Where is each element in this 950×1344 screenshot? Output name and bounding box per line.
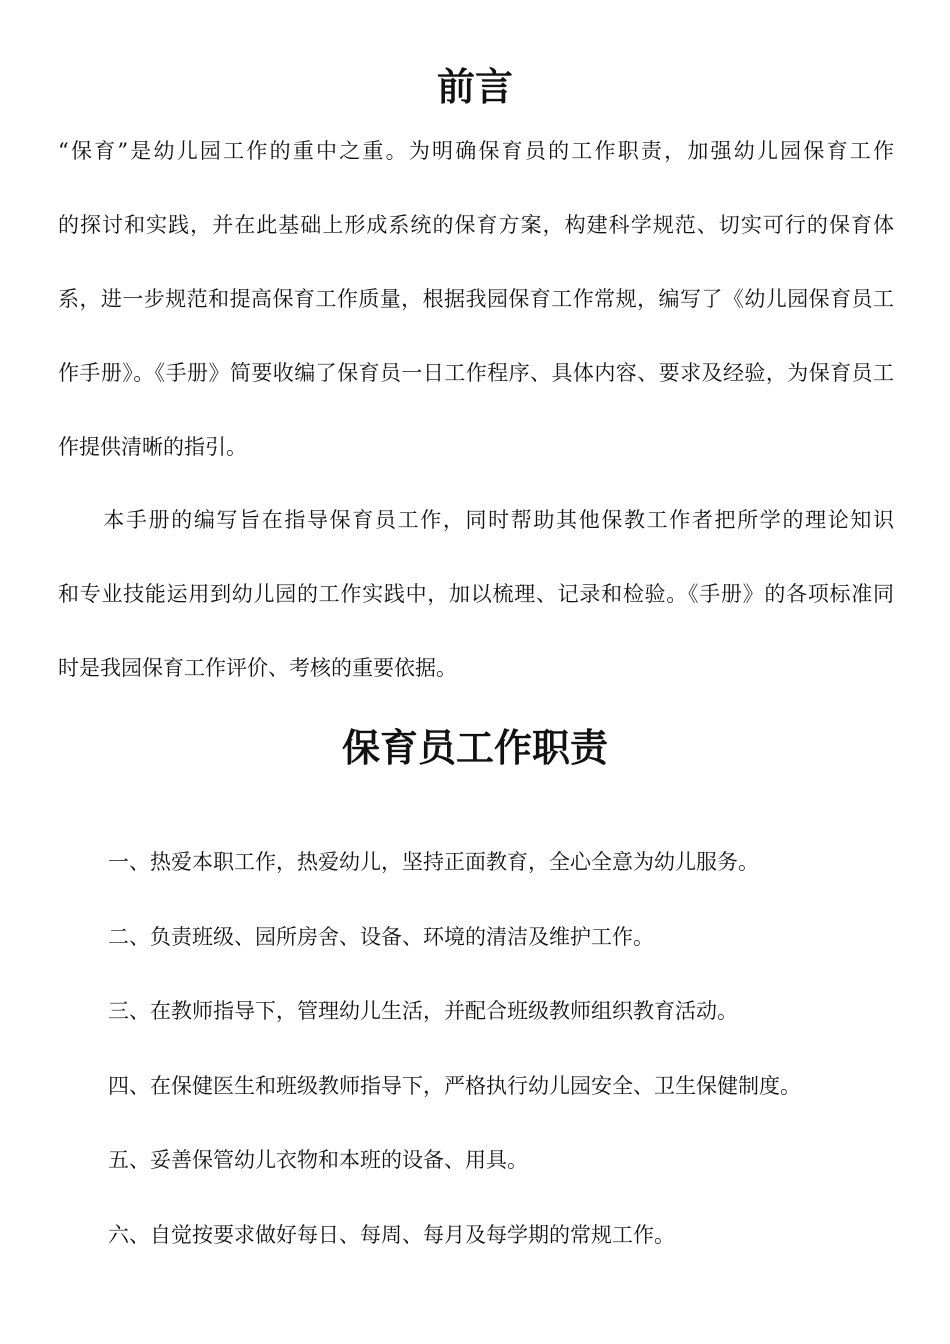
duty-item: 五、妥善保管幼儿衣物和本班的设备、用具。 [108,1148,528,1172]
duties-list [108,847,908,1294]
text-line: “保育”是幼儿园工作的重中之重。为明确保育员的工作职责，加强幼儿园保育工作 [58,139,894,163]
text-line: 时是我园保育工作评价、考核的重要依据。 [58,656,457,680]
duty-item: 六、自觉按要求做好每日、每周、每月及每学期的常规工作。 [108,1222,675,1247]
duty-item: 二、负责班级、园所房舍、设备、环境的清洁及维护工作。 [108,924,654,949]
preface-paragraph-1 [58,136,894,506]
preface-title: 前言 [436,64,513,109]
duties-title: 保育员工作职责 [341,725,608,770]
text-line: 系，进一步规范和提高保育工作质量，根据我园保育工作常规，编写了《幼儿园保育员工 [58,287,894,311]
text-line: 作手册》。《手册》简要收编了保育员一日工作程序、具体内容、要求及经验，为保育员工 [58,361,894,385]
text-line: 本手册的编写旨在指导保育员工作，同时帮助其他保教工作者把所学的理论知识 [58,508,894,532]
preface-paragraph-2 [58,505,894,727]
text-line: 的探讨和实践，并在此基础上形成系统的保育方案，构建科学规范、切实可行的保育体 [58,213,894,237]
duty-item: 三、在教师指导下，管理幼儿生活，并配合班级教师组织教育活动。 [108,999,738,1023]
duty-item: 四、在保健医生和班级教师指导下，严格执行幼儿园安全、卫生保健制度。 [108,1073,801,1098]
text-line: 作提供清晰的指引。 [58,435,247,459]
text-line: 和专业技能运用到幼儿园的工作实践中，加以梳理、记录和检验。《手册》的各项标准同 [58,582,894,606]
duty-item: 一、热爱本职工作，热爱幼儿，坚持正面教育，全心全意为幼儿服务。 [108,850,759,874]
